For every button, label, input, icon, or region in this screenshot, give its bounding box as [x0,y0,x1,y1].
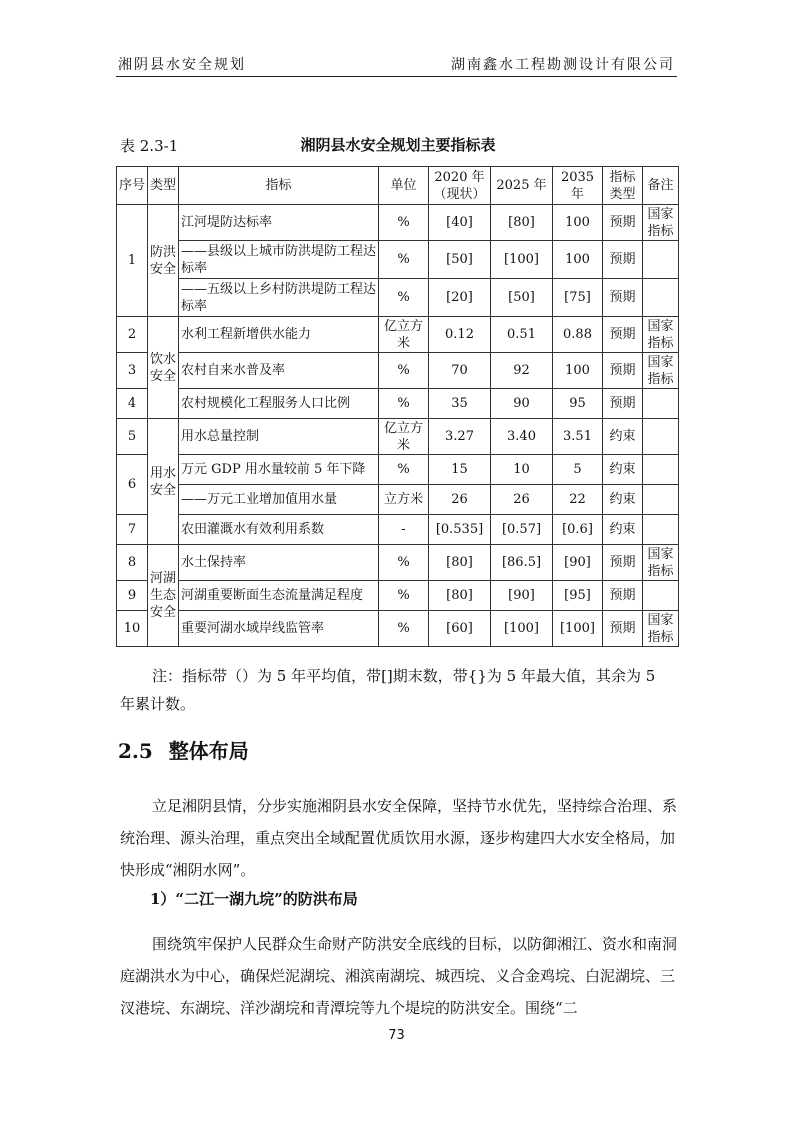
col-header-seq: 序号 [117,167,148,205]
unit-cell: % [379,279,429,317]
unit-cell: - [379,515,429,545]
indicator-cell: 重要河湖水域岸线监管率 [179,611,379,647]
table-row [117,241,679,279]
value-2025-cell: [0.57] [491,515,553,545]
indicator-type-cell: 预期 [603,241,643,279]
table-row [117,485,679,515]
indicator-type-cell: 预期 [603,389,643,419]
seq-cell: 9 [117,581,148,611]
col-header-indicator-type-l1: 指标 [609,169,636,185]
table-row [117,205,679,241]
unit-cell: % [379,581,429,611]
value-2020-cell: [20] [429,279,491,317]
seq-cell: 8 [117,545,148,581]
seq-cell: 1 [117,205,148,317]
indicator-type-cell: 约束 [603,515,643,545]
remark-cell [643,279,679,317]
remark-cell: 国家指标 [643,205,679,241]
indicator-type-cell: 预期 [603,279,643,317]
indicator-type-cell: 约束 [603,419,643,455]
type-cell-flood: 防洪安全 [148,205,179,317]
type-cell-eco: 河湖生态安全 [148,545,179,647]
remark-cell [643,485,679,515]
remark-cell [643,389,679,419]
indicator-type-cell: 预期 [603,317,643,353]
value-2035-cell: 22 [553,485,603,515]
value-2035-cell: 5 [553,455,603,485]
value-2025-cell: [50] [491,279,553,317]
indicator-cell: 水土保持率 [179,545,379,581]
seq-cell: 7 [117,515,148,545]
page-number: 73 [388,1028,405,1043]
table-row [117,611,679,647]
value-2035-cell: 100 [553,241,603,279]
col-header-2025: 2025 年 [491,167,553,205]
col-header-unit: 单位 [379,167,429,205]
body-paragraph: 围绕筑牢保护人民群众生命财产防洪安全底线的目标，以防御湘江、资水和南洞庭湖洪水为中心，确保烂泥湖垸、湘滨南湖垸、城西垸、义合金鸡垸、白泥湖垸、三汊港垸、东湖垸、洋沙湖垸和青潭垸等九个堤垸的防洪安全。围绕“二 [120,935,678,1017]
table-row [117,419,679,455]
value-2020-cell: [50] [429,241,491,279]
value-2020-cell: [0.535] [429,515,491,545]
remark-cell [643,419,679,455]
value-2025-cell: 0.51 [491,317,553,353]
indicator-type-cell: 预期 [603,545,643,581]
seq-cell: 6 [117,455,148,515]
remark-cell: 国家指标 [643,353,679,389]
indicator-type-cell: 预期 [603,581,643,611]
value-2020-cell: 35 [429,389,491,419]
value-2025-cell: [100] [491,611,553,647]
unit-cell: 亿立方米 [379,419,429,455]
remark-cell: 国家指标 [643,545,679,581]
seq-cell: 4 [117,389,148,419]
value-2025-cell: 3.40 [491,419,553,455]
unit-cell: % [379,389,429,419]
value-2035-cell: [75] [553,279,603,317]
col-header-type: 类型 [148,167,179,205]
col-header-2020 [429,167,491,205]
indicator-cell: ——万元工业增加值用水量 [179,485,379,515]
unit-cell: 亿立方米 [379,317,429,353]
indicator-cell: 江河堤防达标率 [179,205,379,241]
table-row [117,353,679,389]
value-2035-cell: 3.51 [553,419,603,455]
seq-cell: 3 [117,353,148,389]
indicator-cell: 万元 GDP 用水量较前 5 年下降 [179,455,379,485]
indicator-type-cell: 预期 [603,205,643,241]
value-2025-cell: [86.5] [491,545,553,581]
value-2035-cell: 95 [553,389,603,419]
unit-cell: % [379,455,429,485]
remark-cell: 国家指标 [643,317,679,353]
section-number: 2.5 [118,739,153,763]
table-row [117,515,679,545]
value-2020-cell: [40] [429,205,491,241]
value-2035-cell: 0.88 [553,317,603,353]
remark-cell [643,581,679,611]
indicator-cell: 河湖重要断面生态流量满足程度 [179,581,379,611]
table-title: 湘阴县水安全规划主要指标表 [300,136,496,154]
remark-cell [643,455,679,485]
col-header-2020-status: （现状） [433,186,486,202]
value-2025-cell: 26 [491,485,553,515]
indicator-cell: 农村规模化工程服务人口比例 [179,389,379,419]
table-row [117,545,679,581]
table-note-line2: 年累计数。 [120,695,196,713]
col-header-2035: 2035 年 [553,167,603,205]
col-header-indicator-type [603,167,643,205]
table-row [117,389,679,419]
section-heading [118,735,249,764]
section-title: 整体布局 [168,739,249,763]
indicator-cell: 水利工程新增供水能力 [179,317,379,353]
header-divider [116,76,677,77]
body-paragraph: 立足湘阴县情，分步实施湘阴县水安全保障，坚持节水优先，坚持综合治理、系统治理、源头治理，重点突出全域配置优质饮用水源，逐步构建四大水安全格局，加快形成“湘阴水网”。 [120,797,678,879]
value-2025-cell: [80] [491,205,553,241]
value-2020-cell: [80] [429,581,491,611]
value-2035-cell: [90] [553,545,603,581]
table-row [117,317,679,353]
table-number: 表 2.3-1 [120,137,179,155]
unit-cell: 立方米 [379,485,429,515]
indicator-type-cell: 约束 [603,455,643,485]
value-2035-cell: [95] [553,581,603,611]
value-2020-cell: 3.27 [429,419,491,455]
value-2020-cell: 0.12 [429,317,491,353]
table-header-row [117,167,679,205]
table-row [117,279,679,317]
value-2025-cell: 10 [491,455,553,485]
col-header-indicator: 指标 [179,167,379,205]
col-header-indicator-type-l2: 类型 [609,186,636,202]
indicator-cell: 农村自来水普及率 [179,353,379,389]
value-2035-cell: 100 [553,353,603,389]
value-2035-cell: [0.6] [553,515,603,545]
value-2035-cell: [100] [553,611,603,647]
indicator-cell: 农田灌溉水有效利用系数 [179,515,379,545]
unit-cell: % [379,545,429,581]
unit-cell: % [379,241,429,279]
col-header-remark: 备注 [643,167,679,205]
value-2020-cell: [80] [429,545,491,581]
remark-cell: 国家指标 [643,611,679,647]
unit-cell: % [379,205,429,241]
table-note-line1: 注：指标带（）为 5 年平均值，带[]期末数，带{}为 5 年最大值，其余为 5 [152,667,656,685]
subheading: 1）“二江一湖九垸”的防洪布局 [150,890,358,908]
value-2025-cell: 92 [491,353,553,389]
indicator-type-cell: 预期 [603,353,643,389]
type-cell-drink: 饮水安全 [148,317,179,419]
seq-cell: 10 [117,611,148,647]
header-document-title: 湘阴县水安全规划 [118,57,246,73]
value-2035-cell: 100 [553,205,603,241]
type-cell-wateruse: 用水安全 [148,419,179,545]
value-2020-cell: 70 [429,353,491,389]
remark-cell [643,515,679,545]
indicator-table [116,166,679,647]
value-2025-cell: [100] [491,241,553,279]
indicator-cell: ——五级以上乡村防洪堤防工程达标率 [179,279,379,317]
remark-cell [643,241,679,279]
table-row [117,455,679,485]
col-header-2020-year: 2020 年 [434,169,485,185]
indicator-cell: 用水总量控制 [179,419,379,455]
indicator-type-cell: 预期 [603,611,643,647]
indicator-type-cell: 约束 [603,485,643,515]
table-row [117,581,679,611]
value-2020-cell: [60] [429,611,491,647]
unit-cell: % [379,611,429,647]
value-2020-cell: 15 [429,455,491,485]
value-2025-cell: 90 [491,389,553,419]
unit-cell: % [379,353,429,389]
indicator-cell: ——县级以上城市防洪堤防工程达标率 [179,241,379,279]
value-2025-cell: [90] [491,581,553,611]
seq-cell: 2 [117,317,148,353]
table-note [120,662,680,718]
seq-cell: 5 [117,419,148,455]
value-2020-cell: 26 [429,485,491,515]
header-company-name: 湖南鑫水工程勘测设计有限公司 [451,57,675,73]
